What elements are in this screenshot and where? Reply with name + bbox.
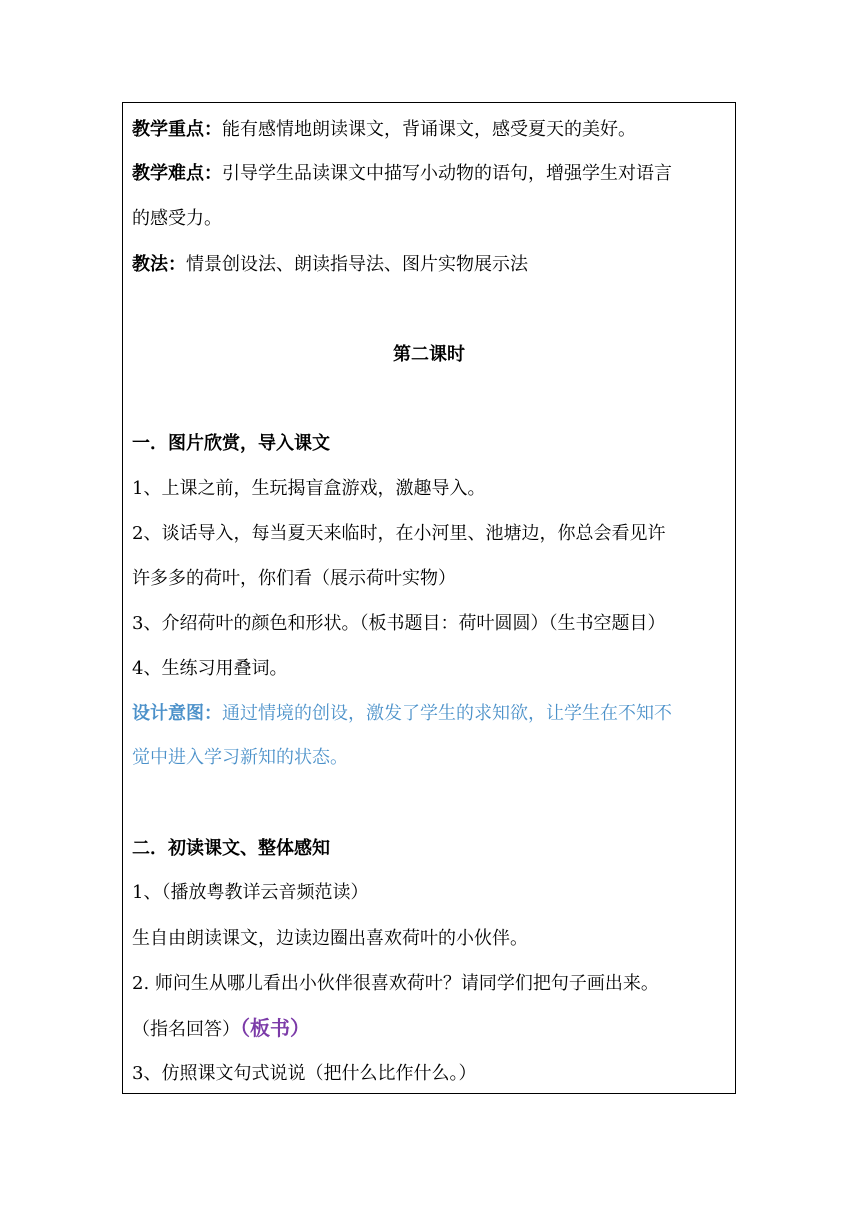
difficulty-text: 引导学生品读课文中描写小动物的语句，增强学生对语言 — [222, 163, 672, 184]
section2-item3-paren: （把什么比作什么。） — [305, 1063, 477, 1084]
key-point-text: 能有感情地朗读课文，背诵课文，感受夏天的美好。 — [222, 119, 636, 140]
difficulty-label: 教学难点： — [132, 163, 222, 184]
section1-heading: 一．图片欣赏，导入课文 — [132, 433, 330, 454]
design-intent-cont: 觉中进入学习新知的状态。 — [132, 747, 348, 768]
section1-item2-cont: 许多多的荷叶，你们看（展示荷叶实物） — [132, 568, 456, 589]
design-intent-line — [132, 702, 732, 726]
section2-item2-cont-line — [132, 1016, 732, 1042]
section1-item1: 1、上课之前，生玩揭盲盒游戏，激趣导入。 — [132, 478, 486, 499]
method-line — [132, 253, 732, 277]
method-text: 情景创设法、朗读指导法、图片实物展示法 — [186, 254, 528, 275]
key-point-label: 教学重点： — [132, 119, 222, 140]
section2-item3-prefix: 3、仿照课文句式说说 — [132, 1063, 306, 1084]
section2-heading: 二．初读课文、整体感知 — [132, 838, 330, 859]
board-note: （板书） — [240, 1016, 310, 1040]
section1-item2: 2、谈话导入，每当夏天来临时，在小河里、池塘边，你总会看见许 — [132, 523, 666, 544]
section1-item3: 3、介绍荷叶的颜色和形状。（板书题目：荷叶圆圆）（生书空题目） — [132, 613, 666, 634]
method-label: 教法： — [132, 254, 186, 275]
difficulty-line-cont: 的感受力。 — [132, 208, 222, 229]
section1-item4: 4、生练习用叠词。 — [132, 658, 288, 679]
section2-item2: 2. 师问生从哪儿看出小伙伴很喜欢荷叶？请同学们把句子画出来。 — [132, 973, 659, 994]
lesson-title: 第二课时 — [393, 344, 465, 365]
difficulty-line — [132, 162, 732, 186]
design-intent-text: 通过情境的创设，激发了学生的求知欲，让学生在不知不 — [222, 703, 672, 724]
section2-item1-cont: 生自由朗读课文，边读边圈出喜欢荷叶的小伙伴。 — [132, 928, 528, 949]
section2-item1: 1、（播放粤教详云音频范读） — [132, 882, 369, 903]
section2-item3 — [132, 1062, 732, 1086]
design-intent-label: 设计意图： — [132, 703, 222, 724]
key-point-line — [132, 118, 732, 142]
section2-item2-cont: （指名回答） — [132, 1019, 240, 1040]
